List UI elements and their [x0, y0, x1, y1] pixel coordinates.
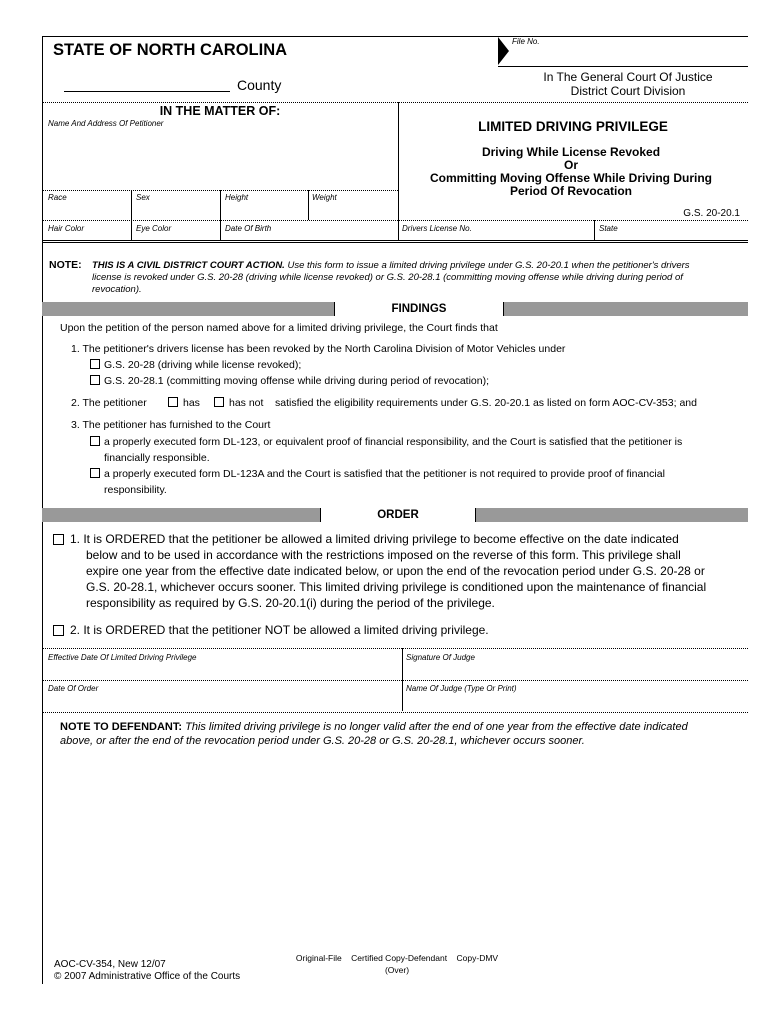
defendant-note-label: NOTE TO DEFENDANT: [60, 721, 183, 733]
height-label: Height [225, 193, 249, 202]
sex-label: Sex [136, 193, 150, 202]
order-1-line-1: 1. It is ORDERED that the petitioner be allowed a limited driving privilege to become effective on the date indicated [70, 532, 679, 546]
judge-name-label: Name Of Judge (Type Or Print) [406, 684, 517, 693]
copyright: © 2007 Administrative Office of the Courts [54, 971, 241, 982]
finding-3a-line-2: financially responsible. [104, 452, 210, 464]
finding-3a-line-1: a properly executed form DL-123, or equivalent proof of financial responsibility, and the Court is satisfied that the petitioner is [104, 436, 683, 448]
defendant-note-text-1: This limited driving privilege is no longer valid after the end of one year from the effective date indicated [185, 721, 688, 733]
name-address-label: Name And Address Of Petitioner [48, 119, 164, 128]
order-1-line-3: expire one year from the effective date indicated below, or upon the end of the revocation period under G.S. 20-28 or [86, 564, 705, 578]
order-date-label: Date Of Order [48, 684, 99, 693]
finding-3b-checkbox[interactable] [90, 468, 100, 478]
form-number: AOC-CV-354, New 12/07 [54, 959, 166, 970]
finding-1a: G.S. 20-28 (driving while license revoked); [104, 359, 302, 371]
matter-title: IN THE MATTER OF: [159, 104, 281, 118]
statute-reference: G.S. 20-20.1 [683, 208, 740, 219]
weight-label: Weight [312, 193, 337, 202]
note-text-1: Use this form to issue a limited driving privilege under G.S. 20-20.1 when the petitioner's drivers [287, 260, 690, 271]
hair-color-label: Hair Color [48, 224, 85, 233]
note-line-1 [92, 260, 690, 271]
defendant-note-rule [42, 712, 748, 713]
file-no-label: File No. [512, 37, 540, 46]
note-line-2: license is revoked under G.S. 20-28 (driving while license revoked) or G.S. 20-28.1 (committing moving offense while driving during period of [92, 272, 683, 283]
finding-2-prefix: 2. The petitioner [71, 397, 147, 409]
order-1-checkbox[interactable] [53, 534, 64, 545]
defendant-note-line-1 [60, 721, 688, 733]
note-label: NOTE: [49, 259, 82, 271]
form-subtitle-4: Period Of Revocation [509, 184, 633, 198]
finding-2-has: has [183, 397, 200, 409]
name-address-field[interactable] [44, 130, 396, 188]
finding-3a-checkbox[interactable] [90, 436, 100, 446]
order-date-field[interactable] [44, 694, 400, 710]
defendant-note-line-2: above, or after the end of the revocation period under G.S. 20-28 or G.S. 20-28.1, whichever occurs sooner. [60, 735, 585, 747]
court-line-1: In The General Court Of Justice [543, 70, 713, 84]
form-subtitle-2: Or [563, 158, 578, 172]
signature-top-rule [42, 648, 748, 649]
order-2: 2. It is ORDERED that the petitioner NOT be allowed a limited driving privilege. [70, 623, 489, 637]
race-label: Race [48, 193, 67, 202]
county-label: County [237, 77, 282, 93]
matter-top-rule [42, 102, 748, 103]
signature-label: Signature Of Judge [406, 653, 475, 662]
form-title: LIMITED DRIVING PRIVILEGE [478, 119, 668, 134]
findings-bar [42, 302, 748, 316]
order-1-line-4: G.S. 20-28.1, whichever occurs sooner. This limited driving privilege is conditioned upon the maintenance of financial [86, 580, 707, 594]
finding-2-suffix: satisfied the eligibility requirements under G.S. 20-20.1 as listed on form AOC-CV-353; and [275, 397, 697, 409]
note-bold-text: THIS IS A CIVIL DISTRICT COURT ACTION. [92, 260, 285, 271]
order-date-rule [42, 680, 748, 681]
license-state-divider [594, 220, 595, 241]
signature-field[interactable] [404, 663, 746, 679]
file-no-arrow-icon [498, 37, 509, 65]
finding-1: 1. The petitioner's drivers license has been revoked by the North Carolina Division of Motor Vehicles under [71, 343, 566, 355]
dob-label: Date Of Birth [225, 224, 272, 233]
finding-1a-checkbox[interactable] [90, 359, 100, 369]
state-label: State [599, 224, 618, 233]
county-line[interactable] [64, 91, 230, 92]
finding-2-hasnot-checkbox[interactable] [214, 397, 224, 407]
finding-1b: G.S. 20-28.1 (committing moving offense while driving during period of revocation); [104, 375, 489, 387]
distribution-list: Original-File Certified Copy-Defendant Copy-DMV [295, 953, 499, 963]
order-title: ORDER [320, 508, 476, 522]
state-title: STATE OF NORTH CAROLINA [53, 41, 288, 59]
finding-2-has-checkbox[interactable] [168, 397, 178, 407]
order-1-line-2: below and to be used in accordance with the restrictions imposed on the reverse of this form. This privilege shall [86, 548, 681, 562]
effective-date-label: Effective Date Of Limited Driving Privilege [48, 653, 197, 662]
order-bar [42, 508, 748, 522]
findings-intro: Upon the petition of the person named above for a limited driving privilege, the Court finds that [60, 322, 498, 334]
eye-color-label: Eye Color [136, 224, 172, 233]
findings-title: FINDINGS [334, 302, 504, 316]
license-no-label: Drivers License No. [402, 224, 472, 233]
hair-row-rule [42, 220, 748, 221]
note-line-3: revocation). [92, 284, 142, 295]
top-border [42, 36, 748, 37]
file-no-line[interactable] [498, 66, 748, 67]
finding-1b-checkbox[interactable] [90, 375, 100, 385]
judge-name-field[interactable] [404, 694, 746, 710]
note-top-rule-2 [42, 242, 748, 243]
finding-3b-line-2: responsibility. [104, 484, 167, 496]
effective-date-field[interactable] [44, 663, 400, 679]
finding-2-hasnot: has not [229, 397, 264, 409]
height-weight-divider [308, 190, 309, 220]
finding-3b-line-1: a properly executed form DL-123A and the Court is satisfied that the petitioner is not required to provide proof of financial [104, 468, 665, 480]
note-top-rule [42, 240, 748, 241]
finding-3: 3. The petitioner has furnished to the Court [71, 419, 271, 431]
race-sex-divider [131, 190, 132, 241]
order-1-line-5: responsibility as required by G.S. 20-20.1(i) during the period of the privilege. [86, 596, 495, 610]
court-line-2: District Court Division [570, 84, 686, 98]
over-indicator: (Over) [384, 965, 410, 975]
form-subtitle-1: Driving While License Revoked [481, 145, 661, 159]
order-2-checkbox[interactable] [53, 625, 64, 636]
sex-height-divider [220, 190, 221, 241]
form-subtitle-3: Committing Moving Offense While Driving During [430, 171, 712, 185]
